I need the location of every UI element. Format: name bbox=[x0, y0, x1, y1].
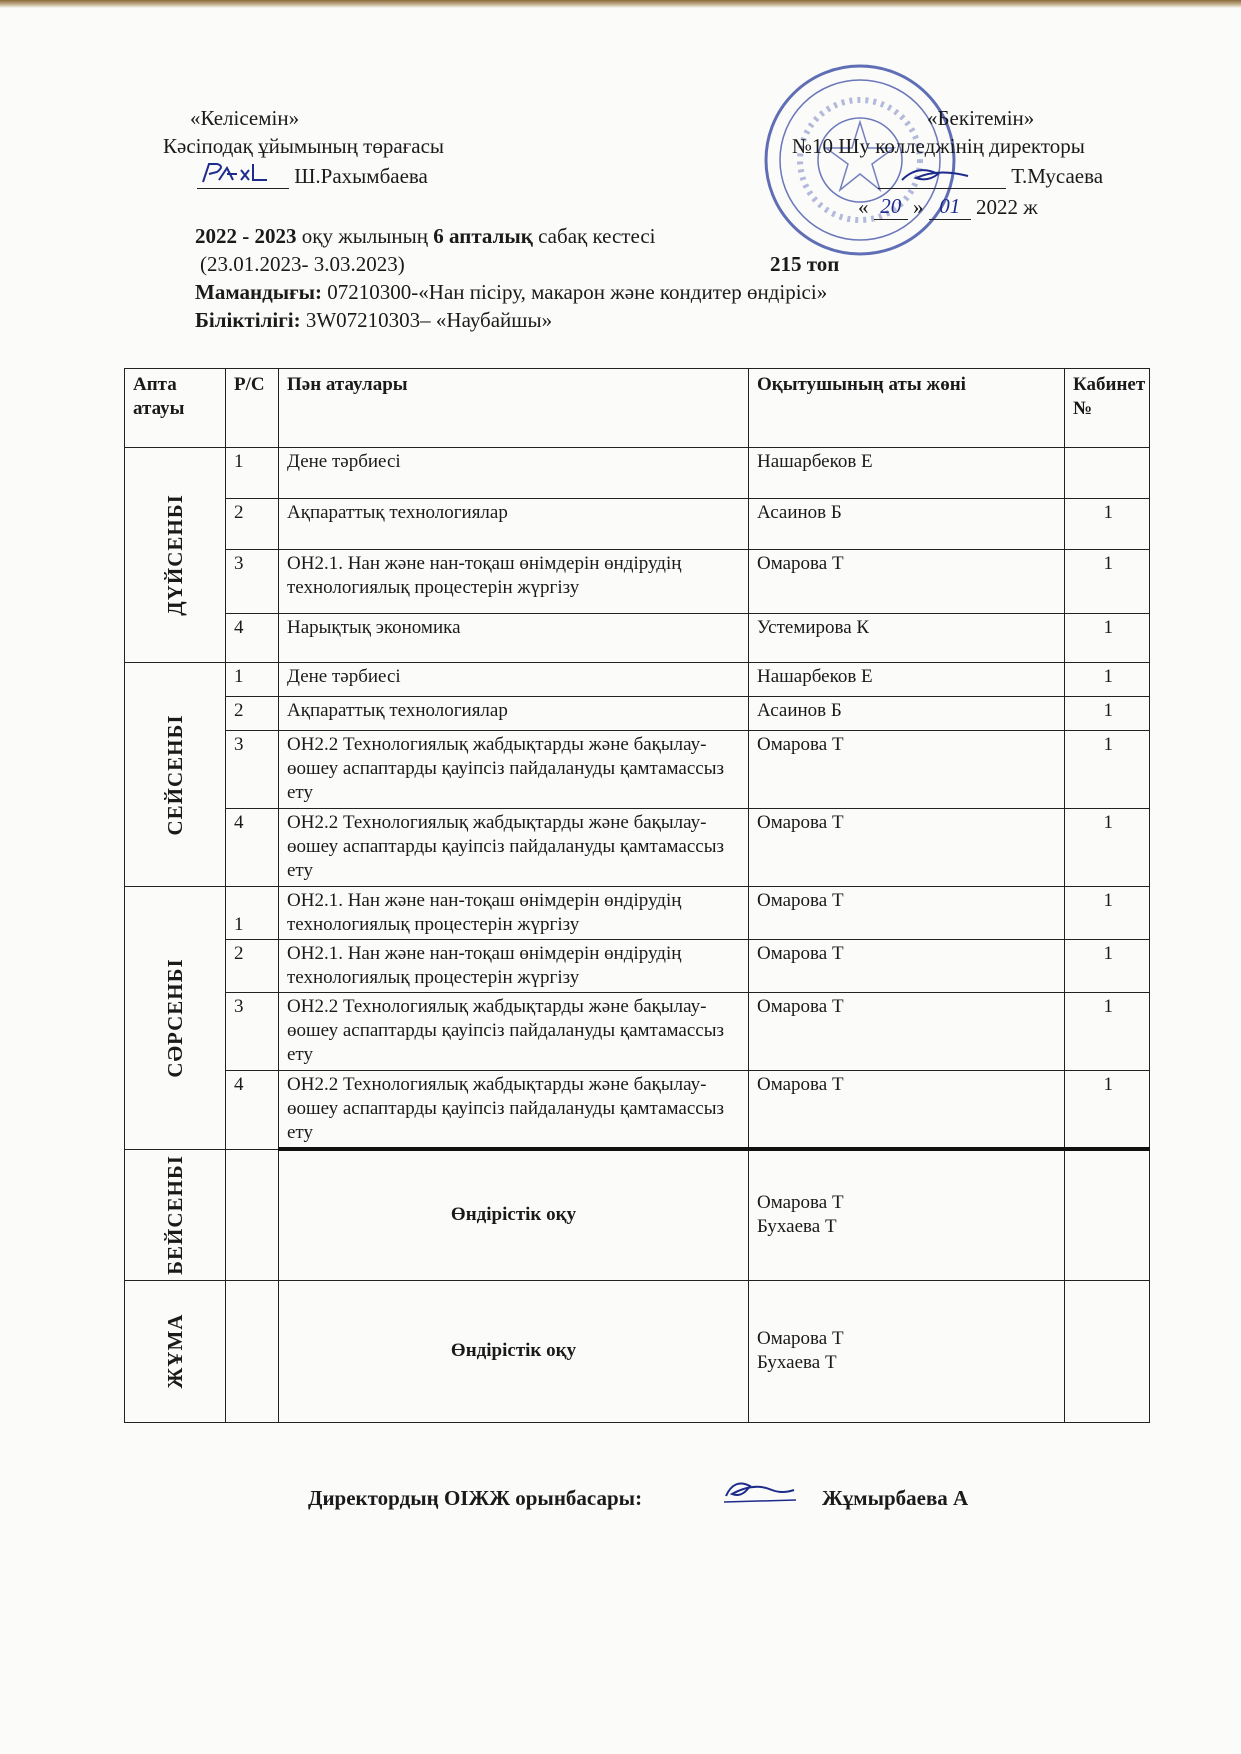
approval-right-title: «Бекітемін» bbox=[927, 106, 1035, 130]
table-row: ДҮЙСЕНБІ 1 Дене тәрбиесі Нашарбеков Е bbox=[125, 448, 1150, 499]
handwritten-signature-icon bbox=[720, 1472, 800, 1508]
qualification: Біліктілігі: 3W07210303– «Наубайшы» bbox=[195, 308, 553, 332]
table-row: 4 Нарықтық экономика Устемирова К 1 bbox=[125, 614, 1150, 663]
practice-label: Өндірістік оқу bbox=[279, 1280, 749, 1422]
day-cell-thursday: БЕЙСЕНБІ bbox=[125, 1149, 226, 1280]
date-year: 2022 ж bbox=[976, 195, 1038, 219]
handwritten-signature-icon bbox=[898, 160, 978, 186]
schedule-title: 2022 - 2023 оқу жылының 6 апталық сабақ кестесі bbox=[195, 224, 656, 248]
table-row: 2 ОН2.1. Нан және нан-тоқаш өнімдерін өндірудің технологиялық процестерін жүргізу Омарова Т 1 bbox=[125, 940, 1150, 993]
handwritten-signature-icon bbox=[197, 160, 289, 186]
table-row: 2 Ақпараттық технологиялар Асаинов Б 1 bbox=[125, 499, 1150, 550]
schedule-table bbox=[124, 368, 1150, 1423]
date-day: 20 bbox=[874, 194, 908, 220]
table-row bbox=[125, 1149, 1150, 1280]
speciality: Мамандығы: 07210300-«Нан пісіру, макарон және кондитер өндірісі» bbox=[195, 280, 828, 304]
practice-label: Өндірістік оқу bbox=[279, 1149, 749, 1280]
practice-teachers: Омарова Т Бухаева Т bbox=[749, 1280, 1065, 1422]
table-row: 3 ОН2.1. Нан және нан-тоқаш өнімдерін өндірудің технологиялық процестерін жүргізу Омарова Т 1 bbox=[125, 550, 1150, 614]
header-num: Р/С bbox=[226, 369, 279, 448]
signature-right bbox=[878, 166, 1006, 189]
table-row: 4 ОН2.2 Технологиялық жабдықтарды және бақылау-өошеу аспаптарды қауіпсіз пайдалануды қамтамассыз ету Омарова Т 1 bbox=[125, 1071, 1150, 1150]
table-row: СӘРСЕНБІ 1 ОН2.1. Нан және нан-тоқаш өнімдерін өндірудің технологиялық процестерін жүргізу Омарова Т 1 bbox=[125, 887, 1150, 940]
approval-right-signature-line bbox=[878, 164, 1103, 189]
signature-left bbox=[197, 166, 289, 189]
approval-left-position: Кәсіподақ ұйымының төрағасы bbox=[163, 134, 445, 158]
day-cell-monday: ДҮЙСЕНБІ bbox=[125, 448, 226, 663]
group-number: 215 топ bbox=[770, 252, 840, 276]
header-day: Апта атауы bbox=[125, 369, 226, 448]
day-cell-tuesday: СЕЙСЕНБІ bbox=[125, 663, 226, 887]
table-row: 2 Ақпараттық технологиялар Асаинов Б 1 bbox=[125, 697, 1150, 731]
header-room: Кабинет № bbox=[1065, 369, 1150, 448]
approval-right-date: « 20 » 01 2022 ж bbox=[858, 194, 1038, 219]
approval-left-title: «Келісемін» bbox=[190, 106, 300, 130]
table-row bbox=[125, 1280, 1150, 1422]
footer-name: Жұмырбаева А bbox=[822, 1486, 969, 1510]
date-month: 01 bbox=[929, 194, 971, 220]
page-top-edge bbox=[0, 0, 1241, 8]
table-row: 3 ОН2.2 Технологиялық жабдықтарды және бақылау-өошеу аспаптарды қауіпсіз пайдалануды қамтамассыз ету Омарова Т 1 bbox=[125, 993, 1150, 1071]
practice-teachers: Омарова Т Бухаева Т bbox=[749, 1149, 1065, 1280]
table-header-row bbox=[125, 369, 1150, 448]
approval-right-name: Т.Мусаева bbox=[1011, 164, 1104, 188]
table-row: 4 ОН2.2 Технологиялық жабдықтарды және бақылау-өошеу аспаптарды қауіпсіз пайдалануды қамтамассыз ету Омарова Т 1 bbox=[125, 809, 1150, 887]
schedule-period: (23.01.2023- 3.03.2023) bbox=[200, 252, 405, 276]
approval-left-signature-line bbox=[197, 164, 428, 189]
day-cell-wednesday: СӘРСЕНБІ bbox=[125, 887, 226, 1150]
table-row: 3 ОН2.2 Технологиялық жабдықтарды және бақылау-өошеу аспаптарды қауіпсіз пайдалануды қамтамассыз ету Омарова Т 1 bbox=[125, 731, 1150, 809]
header-subject: Пән атаулары bbox=[279, 369, 749, 448]
header-teacher: Оқытушының аты жөні bbox=[749, 369, 1065, 448]
approval-left-name: Ш.Рахымбаева bbox=[294, 164, 428, 188]
approval-right-position: №10 Шу колледжінің директоры bbox=[792, 134, 1085, 158]
day-cell-friday: ЖҰМА bbox=[125, 1280, 226, 1422]
footer-label: Директордың ОІЖЖ орынбасары: bbox=[308, 1486, 643, 1510]
table-row: СЕЙСЕНБІ 1 Дене тәрбиесі Нашарбеков Е 1 bbox=[125, 663, 1150, 697]
